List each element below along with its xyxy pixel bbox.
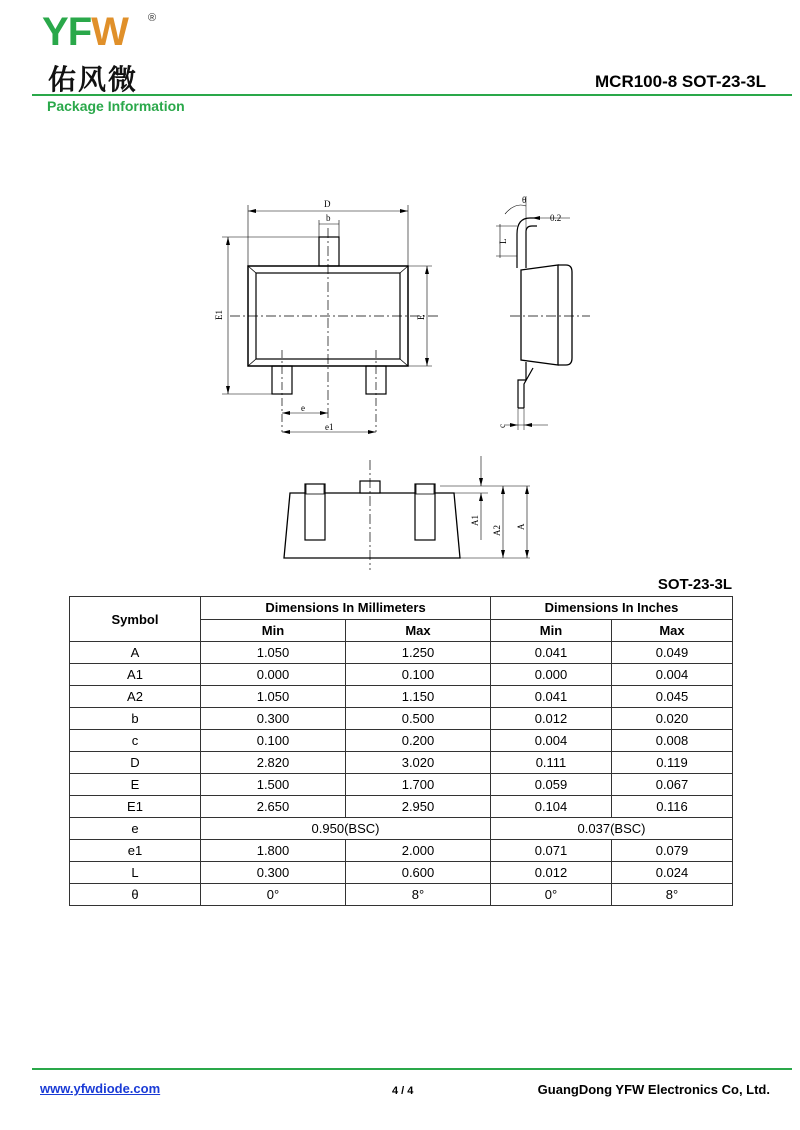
company-name: GuangDong YFW Electronics Co, Ltd. <box>537 1082 770 1097</box>
dim-label-a2: A2 <box>492 525 502 536</box>
in-max-header: Max <box>611 619 732 642</box>
mm-max-header: Max <box>346 619 491 642</box>
side-view <box>496 196 590 430</box>
symbol-cell: A1 <box>70 664 201 686</box>
table-row <box>70 730 733 752</box>
in-min-cell: 0.041 <box>491 686 612 708</box>
in-max-cell: 0.067 <box>611 774 732 796</box>
mm-min-cell: 0° <box>201 884 346 906</box>
in-min-cell: 0.104 <box>491 796 612 818</box>
symbol-cell: b <box>70 708 201 730</box>
in-max-cell: 0.020 <box>611 708 732 730</box>
footer-divider <box>32 1068 792 1070</box>
front-lead-left <box>305 484 325 540</box>
in-min-header: Min <box>491 619 612 642</box>
in-min-cell: 0.041 <box>491 642 612 664</box>
dim-label-e1-pitch: e1 <box>325 422 334 432</box>
mm-min-cell: 2.820 <box>201 752 346 774</box>
symbol-cell: D <box>70 752 201 774</box>
in-min-cell: 0.012 <box>491 708 612 730</box>
mm-max-cell: 2.000 <box>346 840 491 862</box>
page-number: 4 / 4 <box>392 1085 414 1097</box>
mm-min-cell: 0.300 <box>201 708 346 730</box>
in-max-cell: 8° <box>611 884 732 906</box>
in-bsc-cell: 0.037(BSC) <box>491 818 733 840</box>
table-row <box>70 818 733 840</box>
dim-label-e-pitch: e <box>301 403 305 413</box>
in-max-cell: 0.049 <box>611 642 732 664</box>
in-min-cell: 0.004 <box>491 730 612 752</box>
in-max-cell: 0.119 <box>611 752 732 774</box>
mm-max-cell: 0.200 <box>346 730 491 752</box>
registered-mark: ® <box>148 12 157 24</box>
symbol-cell: A <box>70 642 201 664</box>
dim-label-c: c <box>497 424 507 428</box>
mm-max-cell: 0.500 <box>346 708 491 730</box>
millimeters-header: Dimensions In Millimeters <box>201 597 491 620</box>
mm-min-cell: 0.100 <box>201 730 346 752</box>
mm-bsc-cell: 0.950(BSC) <box>201 818 491 840</box>
section-label: Package Information <box>47 98 185 114</box>
in-min-cell: 0.111 <box>491 752 612 774</box>
in-max-cell: 0.045 <box>611 686 732 708</box>
table-row <box>70 752 733 774</box>
dim-label-e1-height: E1 <box>214 310 224 320</box>
front-lead-right <box>415 484 435 540</box>
table-row <box>70 840 733 862</box>
mm-max-cell: 0.100 <box>346 664 491 686</box>
mm-max-cell: 0.600 <box>346 862 491 884</box>
mm-max-cell: 1.150 <box>346 686 491 708</box>
table-header-row <box>70 597 733 620</box>
mm-max-cell: 8° <box>346 884 491 906</box>
mm-min-cell: 1.050 <box>201 686 346 708</box>
mm-max-cell: 2.950 <box>346 796 491 818</box>
dim-label-e: E <box>416 314 426 320</box>
inches-header: Dimensions In Inches <box>491 597 733 620</box>
mm-max-cell: 1.700 <box>346 774 491 796</box>
logo-letter-y: Y <box>42 10 68 54</box>
symbol-cell: θ <box>70 884 201 906</box>
symbol-cell: e <box>70 818 201 840</box>
table-row <box>70 862 733 884</box>
in-min-cell: 0.000 <box>491 664 612 686</box>
dim-label-b: b <box>326 213 331 223</box>
dim-label-a1: A1 <box>470 515 480 526</box>
package-name-label: SOT-23-3L <box>657 576 732 593</box>
mm-min-cell: 1.500 <box>201 774 346 796</box>
in-max-cell: 0.024 <box>611 862 732 884</box>
dim-label-a: A <box>516 523 526 530</box>
symbol-cell: c <box>70 730 201 752</box>
top-view <box>222 205 440 434</box>
in-max-cell: 0.116 <box>611 796 732 818</box>
table-row <box>70 796 733 818</box>
top-lead <box>319 237 339 266</box>
mm-min-header: Min <box>201 619 346 642</box>
mm-min-cell: 1.050 <box>201 642 346 664</box>
website-link[interactable]: www.yfwdiode.com <box>40 1081 161 1096</box>
in-min-cell: 0.012 <box>491 862 612 884</box>
logo-letter-w: W <box>91 10 128 54</box>
mm-min-cell: 1.800 <box>201 840 346 862</box>
mm-min-cell: 2.650 <box>201 796 346 818</box>
mm-min-cell: 0.300 <box>201 862 346 884</box>
logo-chinese-name: 佑风微 <box>48 63 139 96</box>
symbol-header: Symbol <box>70 597 201 642</box>
front-view <box>284 456 530 570</box>
in-max-cell: 0.004 <box>611 664 732 686</box>
dim-label-gauge: 0.2 <box>550 213 562 223</box>
table-row <box>70 664 733 686</box>
mm-max-cell: 1.250 <box>346 642 491 664</box>
dim-label-d: D <box>324 199 331 209</box>
table-row <box>70 686 733 708</box>
in-min-cell: 0.059 <box>491 774 612 796</box>
symbol-cell: L <box>70 862 201 884</box>
symbol-cell: e1 <box>70 840 201 862</box>
table-row <box>70 774 733 796</box>
logo-letter-f: F <box>67 10 92 54</box>
symbol-cell: E1 <box>70 796 201 818</box>
in-min-cell: 0° <box>491 884 612 906</box>
mm-min-cell: 0.000 <box>201 664 346 686</box>
table-row <box>70 642 733 664</box>
in-max-cell: 0.008 <box>611 730 732 752</box>
dim-label-theta: θ <box>522 195 527 205</box>
in-max-cell: 0.079 <box>611 840 732 862</box>
symbol-cell: E <box>70 774 201 796</box>
in-min-cell: 0.071 <box>491 840 612 862</box>
mm-max-cell: 3.020 <box>346 752 491 774</box>
table-row <box>70 884 733 906</box>
dim-label-l: L <box>498 238 508 244</box>
table-row <box>70 708 733 730</box>
dimensions-table <box>69 596 733 906</box>
document-title: MCR100-8 SOT-23-3L <box>595 72 766 91</box>
symbol-cell: A2 <box>70 686 201 708</box>
